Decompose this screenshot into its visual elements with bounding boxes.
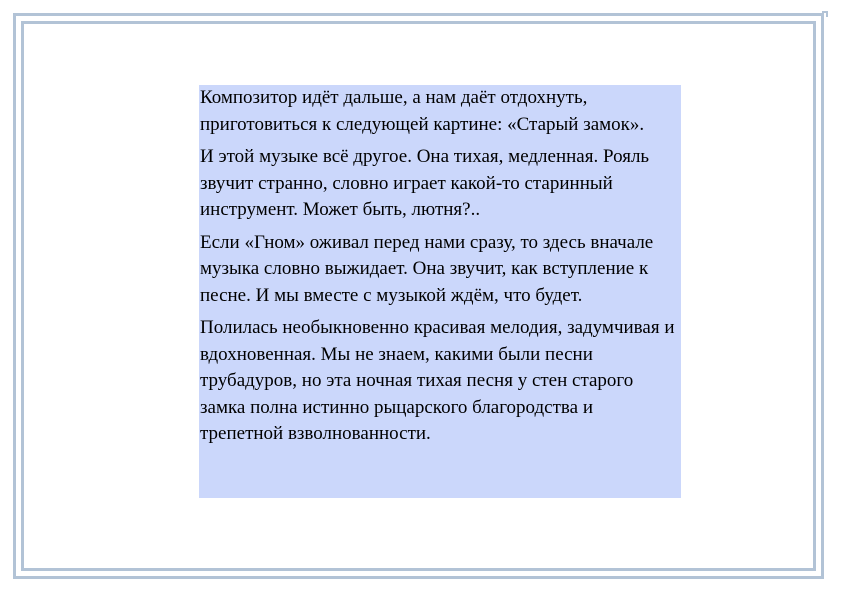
highlighted-text-block <box>199 85 681 498</box>
paragraph-2: И этой музыке всё другое. Она тихая, медленная. Рояль звучит странно, словно играет какой-то старинный инструмент. Может быть, лютня?.. <box>200 146 650 220</box>
slide-frame-corner <box>822 11 828 17</box>
paragraph-4: Полилась необыкновенно красивая мелодия, задумчивая и вдохновенная. Мы не знаем, какими были песни трубадуров, но эта ночная тихая песня у стен старого замка полна истинно рыцарского благородства и трепетной взволнованности. <box>200 317 675 444</box>
paragraph-3: Если «Гном» оживал перед нами сразу, то здесь вначале музыка словно выжидает. Она звучит, как вступление к песне. И мы вместе с музыкой ждём, что будет. <box>200 231 654 306</box>
paragraph-1: Композитор идёт дальше, а нам даёт отдохнуть, приготовиться к следующей картине: «Старый замок». <box>200 87 645 135</box>
